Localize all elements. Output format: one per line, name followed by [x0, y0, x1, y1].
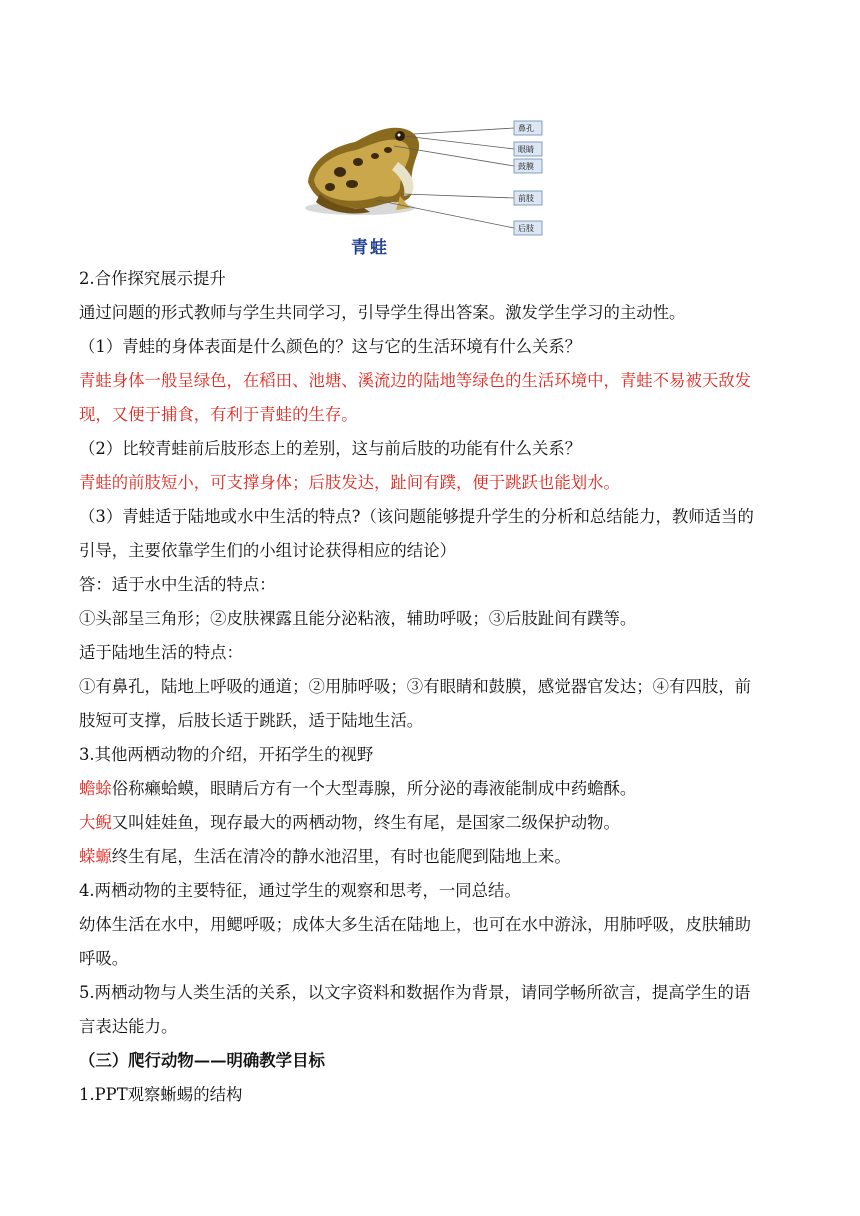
- text-line: [79, 806, 785, 840]
- text-segment: ①有鼻孔，陆地上呼吸的通道；②用肺呼吸；③有眼睛和鼓膜，感觉器官发达；④有四肢，前: [79, 677, 752, 696]
- text-segment: 通过问题的形式教师与学生共同学习，引导学生得出答案。激发学生学习的主动性。: [79, 303, 686, 322]
- highlighted-text: 蝾螈: [79, 847, 112, 866]
- forelimb-label: 前肢: [518, 194, 534, 203]
- text-line: [79, 602, 785, 636]
- text-line: [79, 262, 785, 296]
- text-line: [79, 704, 785, 738]
- text-segment: 答：适于水中生活的特点：: [79, 575, 276, 594]
- text-segment: 终生有尾，生活在清冷的静水池沼里，有时也能爬到陆地上来。: [111, 847, 571, 866]
- text-line: [79, 738, 785, 772]
- text-segment: 2.合作探究展示提升: [79, 269, 226, 288]
- text-segment: 肢短可支撑，后肢长适于跳跃，适于陆地生活。: [79, 711, 424, 730]
- document-body: [79, 262, 785, 1112]
- text-line: [79, 398, 785, 432]
- text-line: [79, 772, 785, 806]
- eye-label: 眼睛: [518, 145, 534, 154]
- frog-figure: [300, 112, 550, 262]
- text-segment: 言表达能力。: [79, 1017, 178, 1036]
- text-segment: 呼吸。: [79, 949, 129, 968]
- text-segment: 5.两栖动物与人类生活的关系，以文字资料和数据作为背景，请同学畅所欲言，提高学生的语: [79, 983, 751, 1002]
- text-segment: （2）比较青蛙前后肢形态上的差别，这与前后肢的功能有什么关系？: [79, 439, 582, 458]
- nostril-label: 鼻孔: [518, 124, 534, 133]
- highlighted-text: 大鲵: [79, 813, 112, 832]
- text-line: [79, 942, 785, 976]
- figure-caption: 青蛙: [351, 238, 389, 258]
- highlighted-text: 蟾蜍: [79, 779, 112, 798]
- text-line: [79, 976, 785, 1010]
- text-line: [79, 296, 785, 330]
- text-line: [79, 364, 785, 398]
- highlighted-text: 青蛙的前肢短小，可支撑身体；后肢发达，趾间有蹼，便于跳跃也能划水。: [79, 473, 620, 492]
- eardrum-label: 鼓膜: [518, 162, 534, 171]
- text-segment: 俗称癞蛤蟆，眼睛后方有一个大型毒腺，所分泌的毒液能制成中药蟾酥。: [111, 779, 637, 798]
- text-line: [79, 330, 785, 364]
- text-line: [79, 534, 785, 568]
- text-segment: ①头部呈三角形；②皮肤裸露且能分泌粘液，辅助呼吸；③后肢趾间有蹼等。: [79, 609, 637, 628]
- text-line: [79, 432, 785, 466]
- text-line: [79, 636, 785, 670]
- frog-illustration: [300, 112, 550, 242]
- text-segment: 幼体生活在水中，用鳃呼吸；成体大多生活在陆地上，也可在水中游泳，用肺呼吸，皮肤辅助: [79, 915, 752, 934]
- text-line: [79, 1010, 785, 1044]
- text-segment: 适于陆地生活的特点：: [79, 643, 243, 662]
- text-segment: 又叫娃娃鱼，现存最大的两栖动物，终生有尾，是国家二级保护动物。: [111, 813, 620, 832]
- text-line: [79, 874, 785, 908]
- text-line: [79, 568, 785, 602]
- text-line: [79, 840, 785, 874]
- text-line: [79, 908, 785, 942]
- text-line: [79, 466, 785, 500]
- highlighted-text: 现，又便于捕食，有利于青蛙的生存。: [79, 405, 358, 424]
- text-segment: （1）青蛙的身体表面是什么颜色的？这与它的生活环境有什么关系？: [79, 337, 582, 356]
- text-line: [79, 670, 785, 704]
- highlighted-text: 青蛙身体一般呈绿色，在稻田、池塘、溪流边的陆地等绿色的生活环境中，青蛙不易被天敌发: [79, 371, 752, 390]
- text-line: [79, 1078, 785, 1112]
- text-segment: 引导，主要依靠学生们的小组讨论获得相应的结论）: [79, 541, 456, 560]
- text-segment: （3）青蛙适于陆地或水中生活的特点?（该问题能够提升学生的分析和总结能力，教师适当的: [79, 507, 754, 526]
- text-segment: 4.两栖动物的主要特征，通过学生的观察和思考，一同总结。: [79, 881, 521, 900]
- text-segment: （三）爬行动物——明确教学目标: [79, 1051, 325, 1070]
- text-segment: 3.其他两栖动物的介绍，开拓学生的视野: [79, 745, 374, 764]
- text-segment: 1.PPT观察蜥蜴的结构: [79, 1085, 243, 1104]
- text-line: [79, 500, 785, 534]
- hindlimb-label: 后肢: [518, 224, 534, 233]
- text-line: [79, 1044, 785, 1078]
